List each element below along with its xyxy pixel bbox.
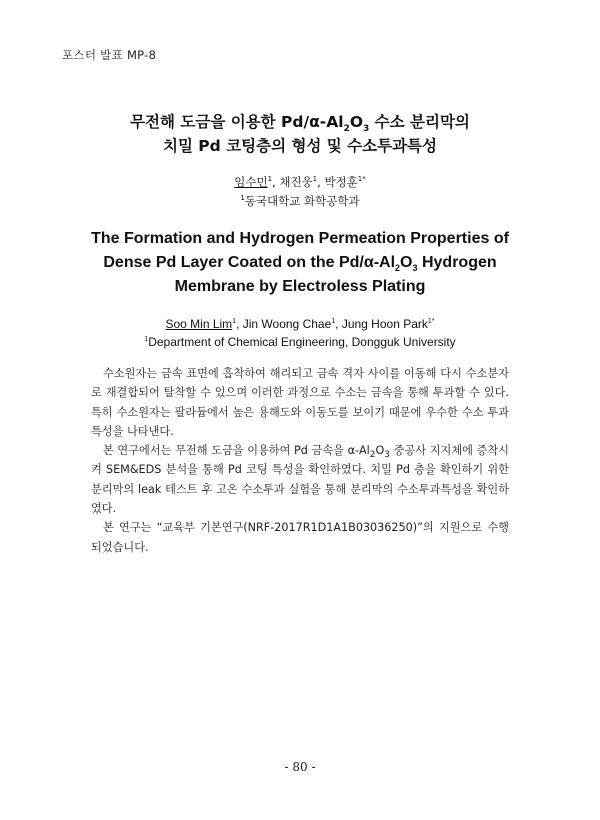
- english-affiliation: $^1$Department of Chemical Engineering, Dongguk University: [144, 335, 456, 349]
- english-author-list: Soo Min Lim$^1$, Jin Woong Chae$^1$, Jung Hoon Park$^{1*}$: [165, 317, 435, 331]
- presenting-author: 임수민: [234, 175, 268, 189]
- page-number: - 80 -: [284, 760, 316, 774]
- english-authors: [0, 315, 600, 351]
- korean-title-line-1: 무전해 도금을 이용한 $Pd/\alpha-Al_2O_3$ 수소 분리막의: [130, 113, 470, 135]
- session-label: 포스터 발표 MP-8: [62, 48, 157, 62]
- abstract-paragraph-1: 수소원자는 금속 표면에 흡착하여 해리되고 금속 격자 사이를 이동해 다시 수소분자로 재결합되어 탈착할 수 있으며 이러한 과정으로 수소는 금속을 통해 투과할 수 있다. 특히 수소원자는 팔라듐에서 높은 용해도와 이동도를 보이기 때문에 우수한 수소 투과 특성을 나타낸다.: [91, 367, 509, 438]
- korean-title: [0, 110, 600, 158]
- presenting-author-en: Soo Min Lim: [165, 317, 233, 331]
- english-title-line-2: Dense Pd Layer Coated on the $Pd/\alpha-Al_2O_3$ Hydrogen: [103, 254, 497, 274]
- english-title-line-1: The Formation and Hydrogen Permeation Properties of: [91, 230, 509, 247]
- korean-author-list: 임수민$^1$, 채진웅$^1$, 박정훈$^{1*}$: [234, 175, 366, 189]
- abstract-body: [91, 364, 509, 557]
- korean-title-line-2: 치밀 Pd 코팅층의 형성 및 수소투과특성: [162, 137, 438, 155]
- english-title: [0, 227, 600, 299]
- abstract-paragraph-3: 본 연구는 “교육부 기본연구(NRF-2017R1D1A1B03036250)”의 지원으로 수행되었습니다.: [91, 521, 509, 554]
- korean-affiliation: $^1$동국대학교 화학공학과: [240, 194, 360, 208]
- english-title-line-3: Membrane by Electroless Plating: [174, 278, 426, 295]
- abstract-paragraph-2: 본 연구에서는 무전해 도금을 이용하여 Pd 금속을 $\alpha-Al_2O_3$ 중공사 지지체에 증착시켜 SEM&EDS 분석을 통해 Pd 코팅 특성을 확인하였다. 치밀 Pd 층을 확인하기 위한 분리막의 leak 테스트 후 고온 수소투과 실험을 통해 분리막의 수소투과특성을 확인하였다.: [91, 444, 509, 516]
- korean-authors: [0, 173, 600, 211]
